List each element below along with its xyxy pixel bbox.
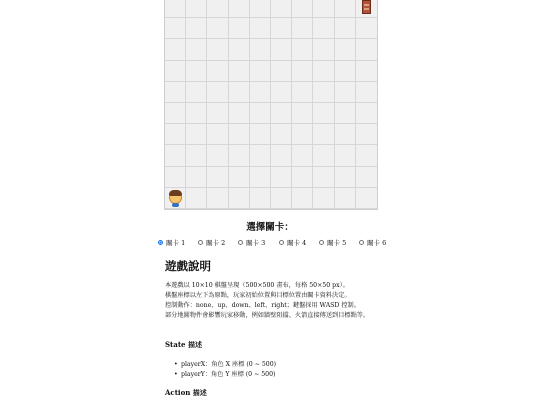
board-cell — [165, 0, 186, 18]
board-cell — [186, 39, 207, 60]
person-icon — [165, 188, 185, 208]
board-cell — [335, 18, 356, 39]
board-cell — [313, 0, 334, 18]
board-cell — [356, 167, 377, 188]
board-cell — [271, 188, 292, 209]
board-cell — [335, 167, 356, 188]
board-cell — [186, 18, 207, 39]
board-cell — [356, 61, 377, 82]
board-cell — [229, 39, 250, 60]
level-label: 關卡 5 — [327, 239, 347, 247]
board-cell — [313, 145, 334, 166]
board-cell — [207, 188, 228, 209]
help-intro-line-4: 部分地圖物件會影響玩家移動，例如牆壁阻擋、火箭直接傳送到目標點等。 — [165, 312, 370, 319]
level-radio-5[interactable] — [319, 240, 324, 245]
board-cell — [292, 0, 313, 18]
help-intro-line-1: 本遊戲以 10×10 棋盤呈現（500×500 畫布，每格 50×50 px）。 — [165, 282, 349, 289]
help-intro-line-2: 棋盤座標以左下為原點，玩家初始位置與目標位置由關卡資料決定。 — [165, 292, 351, 299]
board-cell — [165, 82, 186, 103]
board-cell — [165, 61, 186, 82]
state-description-list — [181, 360, 276, 380]
board-cell — [165, 39, 186, 60]
board-cell — [250, 124, 271, 145]
board-cell — [186, 0, 207, 18]
board-cell — [292, 18, 313, 39]
board-cell — [292, 103, 313, 124]
board-cell — [250, 145, 271, 166]
level-option-5[interactable] — [319, 238, 346, 247]
board-cell — [335, 39, 356, 60]
board-cell — [207, 103, 228, 124]
board-cell — [186, 167, 207, 188]
board-cell — [335, 103, 356, 124]
level-radio-6[interactable] — [359, 240, 364, 245]
board-cell — [207, 0, 228, 18]
board-cell — [313, 188, 334, 209]
board-cell — [313, 124, 334, 145]
board-cell — [186, 61, 207, 82]
board-cell — [271, 167, 292, 188]
board-cell — [250, 167, 271, 188]
board-cell — [313, 39, 334, 60]
board-cell — [207, 82, 228, 103]
board-cell — [165, 18, 186, 39]
board-cell — [292, 61, 313, 82]
board-cell — [313, 82, 334, 103]
board-cell — [335, 188, 356, 209]
board-cell — [229, 188, 250, 209]
board-cell — [335, 61, 356, 82]
board-cell — [313, 103, 334, 124]
board-cell — [250, 39, 271, 60]
board-cell — [207, 39, 228, 60]
board-cell — [186, 103, 207, 124]
board-cell — [271, 82, 292, 103]
board-cell — [313, 18, 334, 39]
board-cell — [292, 188, 313, 209]
board-cell — [207, 61, 228, 82]
board-cell — [271, 103, 292, 124]
board-cell — [356, 103, 377, 124]
board-cell — [229, 61, 250, 82]
board-cell — [271, 124, 292, 145]
level-option-2[interactable] — [198, 238, 225, 247]
board-cell — [207, 145, 228, 166]
board-cell — [356, 0, 377, 18]
level-radio-1[interactable] — [158, 240, 163, 245]
help-intro-line-3: 控制動作：none、up、down、left、right；鍵盤採用 WASD 控制。 — [165, 302, 360, 309]
board-cell — [186, 145, 207, 166]
board-cell — [335, 82, 356, 103]
board-cell — [207, 124, 228, 145]
help-title: 遊戲說明 — [165, 259, 211, 273]
state-description-heading: State 描述 — [165, 340, 202, 349]
level-select-title: 選擇關卡： — [246, 222, 294, 233]
board-cell — [165, 103, 186, 124]
board-cell — [271, 145, 292, 166]
board-cell — [229, 124, 250, 145]
door-icon — [356, 0, 377, 17]
board-cell — [356, 18, 377, 39]
level-label: 關卡 2 — [206, 239, 226, 247]
board-cell — [229, 0, 250, 18]
board-cell — [335, 0, 356, 18]
board-cell — [313, 61, 334, 82]
board-cell — [356, 145, 377, 166]
board-cell — [229, 145, 250, 166]
board-cell — [356, 188, 377, 209]
board-cell — [165, 145, 186, 166]
board-cell — [186, 188, 207, 209]
level-option-6[interactable] — [359, 238, 386, 247]
board-cell — [271, 39, 292, 60]
state-item-playerx: • playerX：角色 X 座標 (0 ~ 500) — [181, 360, 276, 370]
board-cell — [186, 82, 207, 103]
board-cell — [335, 124, 356, 145]
board-cell — [229, 167, 250, 188]
action-description-heading: Action 描述 — [165, 388, 207, 397]
board-cell — [271, 18, 292, 39]
level-label: 關卡 1 — [166, 239, 186, 247]
level-label: 關卡 4 — [287, 239, 307, 247]
board-cell — [229, 103, 250, 124]
board-cell — [335, 145, 356, 166]
board-cell — [313, 167, 334, 188]
board-cell — [165, 124, 186, 145]
board-cell — [229, 18, 250, 39]
board-cell — [271, 0, 292, 18]
board-cell — [250, 188, 271, 209]
board-cell — [356, 82, 377, 103]
level-option-3[interactable] — [238, 238, 265, 247]
board-cell — [292, 145, 313, 166]
board-cell — [292, 167, 313, 188]
board-cell — [207, 18, 228, 39]
level-option-4[interactable] — [279, 238, 306, 247]
board-cell — [207, 167, 228, 188]
game-board[interactable] — [164, 0, 378, 210]
board-cell — [165, 167, 186, 188]
board-cell — [250, 103, 271, 124]
level-option-1[interactable] — [158, 238, 185, 247]
level-label: 關卡 6 — [367, 239, 387, 247]
board-cell — [356, 39, 377, 60]
board-cell — [250, 18, 271, 39]
state-item-playery: • playerY：角色 Y 座標 (0 ~ 500) — [181, 370, 276, 380]
board-cell — [186, 124, 207, 145]
level-radio-4[interactable] — [279, 240, 284, 245]
board-cell — [250, 82, 271, 103]
level-radio-3[interactable] — [238, 240, 243, 245]
board-cell — [292, 124, 313, 145]
level-radio-2[interactable] — [198, 240, 203, 245]
board-cell — [356, 124, 377, 145]
board-cell — [292, 82, 313, 103]
board-cell — [271, 61, 292, 82]
board-cell — [250, 0, 271, 18]
level-label: 關卡 3 — [246, 239, 266, 247]
board-cell — [250, 61, 271, 82]
board-cell — [229, 82, 250, 103]
board-cell — [165, 188, 186, 209]
board-cell — [292, 39, 313, 60]
